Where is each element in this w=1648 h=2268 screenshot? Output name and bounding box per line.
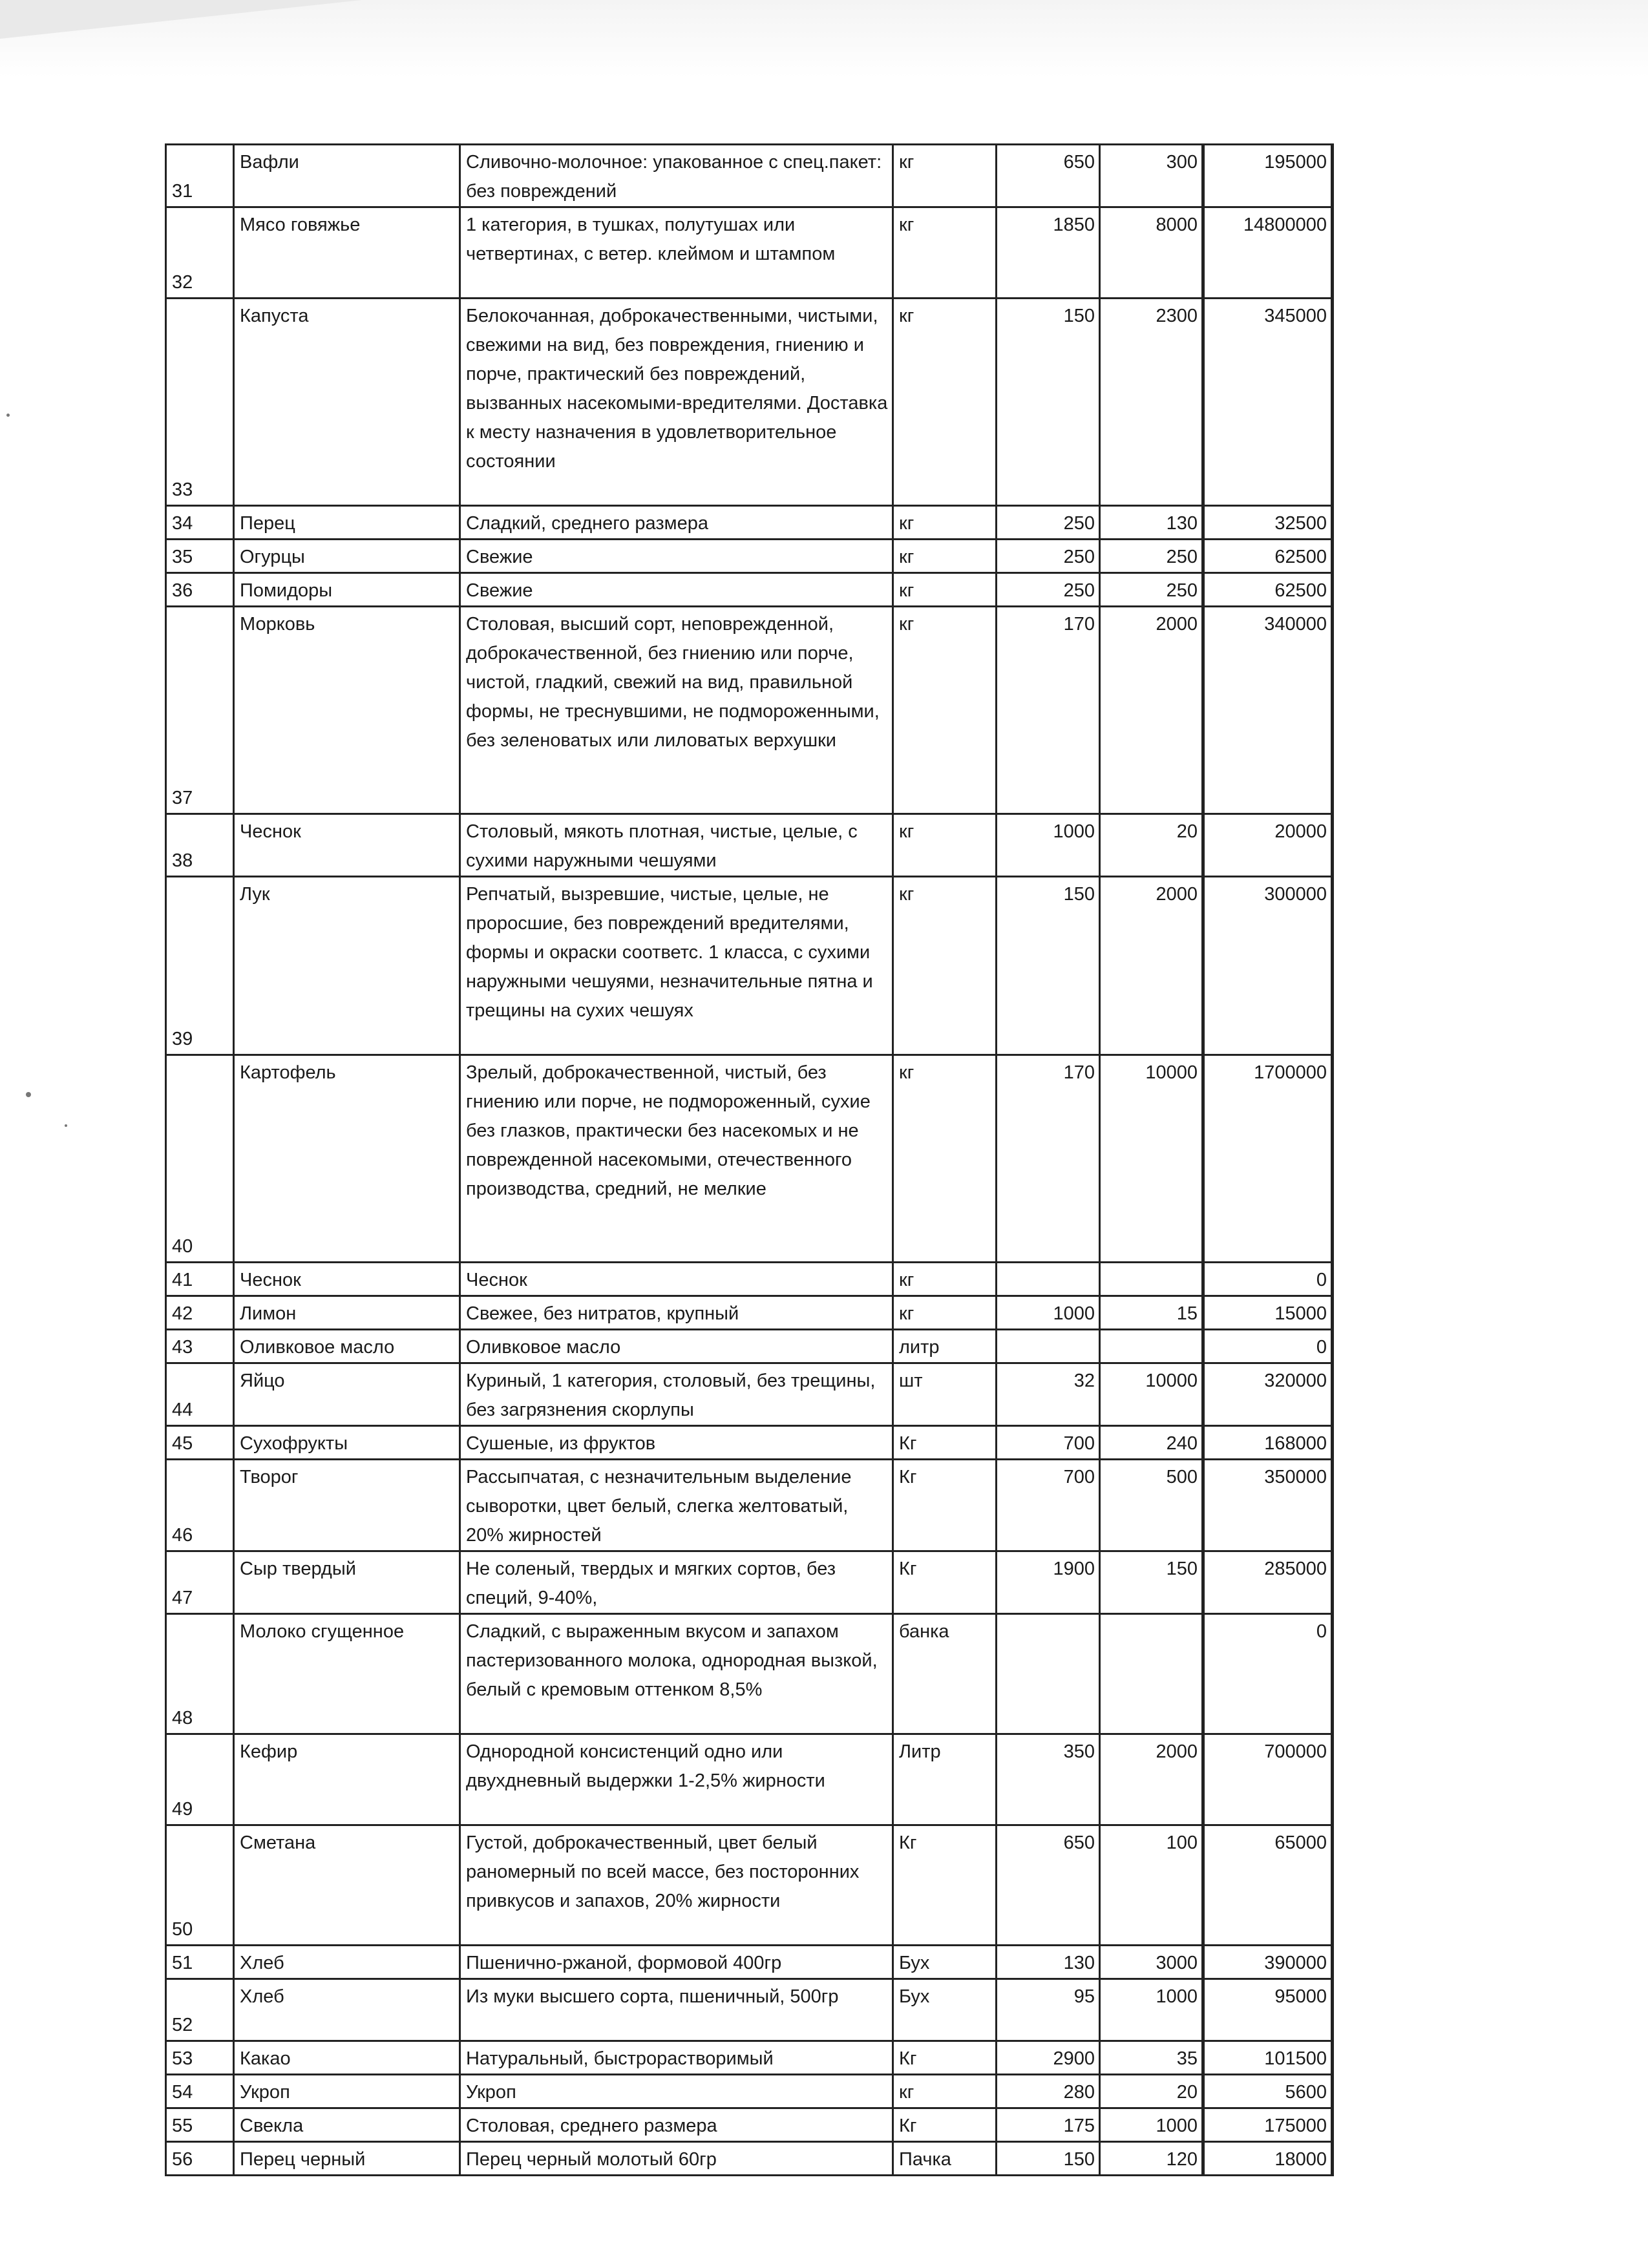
table-row — [166, 2142, 1333, 2176]
product-description: Натуральный, быстрорастворимый — [460, 2041, 893, 2075]
product-name: Помидоры — [234, 573, 460, 607]
product-description: Репчатый, вызревшие, чистые, целые, не проросшие, без повреждений вредителями, формы и окраски соответс. 1 класса, с сухими наружными чешуями, незначительные пятна и трещины на сухих чешуях — [460, 877, 893, 1055]
table-row — [166, 1296, 1333, 1330]
unit-of-measure: кг — [893, 540, 997, 573]
unit-of-measure: кг — [893, 299, 997, 506]
unit-price: 350 — [997, 1734, 1100, 1825]
product-description: Чеснок — [460, 1263, 893, 1296]
quantity: 10000 — [1100, 1055, 1203, 1263]
quantity: 250 — [1100, 573, 1203, 607]
total-sum: 195000 — [1203, 145, 1333, 207]
product-name: Какао — [234, 2041, 460, 2075]
product-description: Укроп — [460, 2075, 893, 2108]
product-name: Морковь — [234, 607, 460, 814]
total-sum: 62500 — [1203, 573, 1333, 607]
product-name: Хлеб — [234, 1979, 460, 2041]
table-row — [166, 1946, 1333, 1979]
row-number: 49 — [166, 1734, 234, 1825]
row-number: 43 — [166, 1330, 234, 1363]
product-name: Мясо говяжье — [234, 207, 460, 299]
row-number: 46 — [166, 1460, 234, 1551]
row-number: 35 — [166, 540, 234, 573]
product-description: Сливочно-молочное: упакованное с спец.пакет: без повреждений — [460, 145, 893, 207]
product-name: Огурцы — [234, 540, 460, 573]
unit-of-measure: Пачка — [893, 2142, 997, 2176]
total-sum: 15000 — [1203, 1296, 1333, 1330]
product-description: Густой, доброкачественный, цвет белый раномерный по всей массе, без посторонних привкусов и запахов, 20% жирности — [460, 1825, 893, 1946]
total-sum: 320000 — [1203, 1363, 1333, 1426]
total-sum: 101500 — [1203, 2041, 1333, 2075]
product-description: Свежие — [460, 540, 893, 573]
product-description: Перец черный молотый 60гр — [460, 2142, 893, 2176]
total-sum: 20000 — [1203, 814, 1333, 877]
row-number: 53 — [166, 2041, 234, 2075]
quantity: 35 — [1100, 2041, 1203, 2075]
unit-of-measure: банка — [893, 1614, 997, 1734]
table-row — [166, 1460, 1333, 1551]
unit-price: 130 — [997, 1946, 1100, 1979]
unit-of-measure: Кг — [893, 2108, 997, 2142]
unit-price: 95 — [997, 1979, 1100, 2041]
product-description: Столовый, мякоть плотная, чистые, целые, с сухими наружными чешуями — [460, 814, 893, 877]
unit-price: 250 — [997, 573, 1100, 607]
unit-price: 250 — [997, 540, 1100, 573]
total-sum: 350000 — [1203, 1460, 1333, 1551]
quantity: 130 — [1100, 506, 1203, 540]
product-description: Однородной консистенций одно или двухдневный выдержки 1-2,5% жирности — [460, 1734, 893, 1825]
unit-price — [997, 1614, 1100, 1734]
row-number: 36 — [166, 573, 234, 607]
unit-of-measure: кг — [893, 814, 997, 877]
product-name: Перец — [234, 506, 460, 540]
product-description: Оливковое масло — [460, 1330, 893, 1363]
product-description: Свежее, без нитратов, крупный — [460, 1296, 893, 1330]
scan-speck — [6, 414, 10, 417]
quantity: 2300 — [1100, 299, 1203, 506]
table-row — [166, 607, 1333, 814]
row-number: 55 — [166, 2108, 234, 2142]
quantity: 2000 — [1100, 607, 1203, 814]
product-description: Зрелый, доброкачественной, чистый, без гниению или порче, не подмороженный, сухие без глазков, практически без насекомых и не поврежденной насекомыми, отечественного производства, средний, не мелкие — [460, 1055, 893, 1263]
quantity: 15 — [1100, 1296, 1203, 1330]
row-number: 37 — [166, 607, 234, 814]
product-name: Укроп — [234, 2075, 460, 2108]
unit-of-measure: Кг — [893, 1825, 997, 1946]
product-name: Лук — [234, 877, 460, 1055]
unit-of-measure: кг — [893, 2075, 997, 2108]
product-name: Вафли — [234, 145, 460, 207]
unit-of-measure: кг — [893, 573, 997, 607]
unit-of-measure: кг — [893, 145, 997, 207]
unit-price: 170 — [997, 607, 1100, 814]
total-sum: 14800000 — [1203, 207, 1333, 299]
row-number: 51 — [166, 1946, 234, 1979]
product-name: Яйцо — [234, 1363, 460, 1426]
unit-price: 650 — [997, 145, 1100, 207]
row-number: 39 — [166, 877, 234, 1055]
row-number: 40 — [166, 1055, 234, 1263]
scan-speck — [26, 1092, 31, 1097]
unit-of-measure: Кг — [893, 2041, 997, 2075]
product-name: Чеснок — [234, 1263, 460, 1296]
row-number: 47 — [166, 1551, 234, 1614]
unit-of-measure: Литр — [893, 1734, 997, 1825]
unit-of-measure: Бух — [893, 1946, 997, 1979]
unit-price: 250 — [997, 506, 1100, 540]
table-row — [166, 540, 1333, 573]
total-sum: 95000 — [1203, 1979, 1333, 2041]
unit-of-measure: кг — [893, 506, 997, 540]
table-row — [166, 1263, 1333, 1296]
product-description: Рассыпчатая, с незначительным выделение сыворотки, цвет белый, слегка желтоватый, 20% жирностей — [460, 1460, 893, 1551]
product-description: Столовая, высший сорт, неповрежденной, доброкачественной, без гниению или порче, чистой, гладкий, свежий на вид, правильной формы, не треснувшими, не подмороженными, без зеленоватых или лиловатых верхушки — [460, 607, 893, 814]
total-sum: 285000 — [1203, 1551, 1333, 1614]
row-number: 34 — [166, 506, 234, 540]
product-name: Оливковое масло — [234, 1330, 460, 1363]
quantity: 20 — [1100, 814, 1203, 877]
unit-of-measure: литр — [893, 1330, 997, 1363]
unit-of-measure: Кг — [893, 1426, 997, 1460]
goods-table-body — [166, 145, 1333, 2176]
unit-of-measure: кг — [893, 607, 997, 814]
total-sum: 62500 — [1203, 540, 1333, 573]
product-description: Свежие — [460, 573, 893, 607]
row-number: 52 — [166, 1979, 234, 2041]
unit-price: 2900 — [997, 2041, 1100, 2075]
total-sum: 345000 — [1203, 299, 1333, 506]
quantity: 1000 — [1100, 2108, 1203, 2142]
unit-price: 700 — [997, 1460, 1100, 1551]
product-name: Перец черный — [234, 2142, 460, 2176]
unit-of-measure: кг — [893, 1055, 997, 1263]
quantity: 500 — [1100, 1460, 1203, 1551]
scan-speck — [65, 1124, 67, 1127]
row-number: 54 — [166, 2075, 234, 2108]
row-number: 33 — [166, 299, 234, 506]
total-sum: 390000 — [1203, 1946, 1333, 1979]
total-sum: 18000 — [1203, 2142, 1333, 2176]
unit-price: 1000 — [997, 814, 1100, 877]
table-row — [166, 2075, 1333, 2108]
table-row — [166, 1734, 1333, 1825]
quantity: 240 — [1100, 1426, 1203, 1460]
table-row — [166, 1551, 1333, 1614]
unit-price: 175 — [997, 2108, 1100, 2142]
quantity: 10000 — [1100, 1363, 1203, 1426]
product-description: Из муки высшего сорта, пшеничный, 500гр — [460, 1979, 893, 2041]
total-sum: 168000 — [1203, 1426, 1333, 1460]
quantity: 2000 — [1100, 1734, 1203, 1825]
product-name: Картофель — [234, 1055, 460, 1263]
quantity: 2000 — [1100, 877, 1203, 1055]
row-number: 32 — [166, 207, 234, 299]
quantity — [1100, 1263, 1203, 1296]
unit-price: 700 — [997, 1426, 1100, 1460]
table-row — [166, 814, 1333, 877]
unit-of-measure: кг — [893, 1296, 997, 1330]
quantity: 250 — [1100, 540, 1203, 573]
unit-price: 1000 — [997, 1296, 1100, 1330]
product-name: Свекла — [234, 2108, 460, 2142]
table-row — [166, 506, 1333, 540]
product-description: Столовая, среднего размера — [460, 2108, 893, 2142]
product-name: Чеснок — [234, 814, 460, 877]
total-sum: 1700000 — [1203, 1055, 1333, 1263]
table-row — [166, 1363, 1333, 1426]
unit-price: 32 — [997, 1363, 1100, 1426]
product-name: Хлеб — [234, 1946, 460, 1979]
row-number: 31 — [166, 145, 234, 207]
unit-price: 280 — [997, 2075, 1100, 2108]
product-name: Лимон — [234, 1296, 460, 1330]
table-row — [166, 1979, 1333, 2041]
row-number: 38 — [166, 814, 234, 877]
product-description: Сладкий, среднего размера — [460, 506, 893, 540]
unit-price — [997, 1263, 1100, 1296]
total-sum: 0 — [1203, 1614, 1333, 1734]
product-description: Куриный, 1 категория, столовый, без трещины, без загрязнения скорлупы — [460, 1363, 893, 1426]
unit-price: 170 — [997, 1055, 1100, 1263]
product-name: Сыр твердый — [234, 1551, 460, 1614]
quantity — [1100, 1614, 1203, 1734]
table-row — [166, 1330, 1333, 1363]
unit-of-measure: шт — [893, 1363, 997, 1426]
quantity: 8000 — [1100, 207, 1203, 299]
table-row — [166, 573, 1333, 607]
row-number: 56 — [166, 2142, 234, 2176]
unit-price: 1900 — [997, 1551, 1100, 1614]
row-number: 42 — [166, 1296, 234, 1330]
total-sum: 65000 — [1203, 1825, 1333, 1946]
total-sum: 0 — [1203, 1263, 1333, 1296]
table-row — [166, 2108, 1333, 2142]
product-name: Сметана — [234, 1825, 460, 1946]
table-row — [166, 1825, 1333, 1946]
table-row — [166, 2041, 1333, 2075]
quantity — [1100, 1330, 1203, 1363]
unit-price: 150 — [997, 877, 1100, 1055]
row-number: 45 — [166, 1426, 234, 1460]
unit-of-measure: Кг — [893, 1551, 997, 1614]
total-sum: 300000 — [1203, 877, 1333, 1055]
product-description: Сладкий, с выраженным вкусом и запахом пастеризованного молока, однородная вызкой, белый с кремовым оттенком 8,5% — [460, 1614, 893, 1734]
row-number: 44 — [166, 1363, 234, 1426]
total-sum: 32500 — [1203, 506, 1333, 540]
total-sum: 175000 — [1203, 2108, 1333, 2142]
row-number: 41 — [166, 1263, 234, 1296]
row-number: 48 — [166, 1614, 234, 1734]
unit-of-measure: кг — [893, 207, 997, 299]
quantity: 3000 — [1100, 1946, 1203, 1979]
table-row — [166, 207, 1333, 299]
table-row — [166, 877, 1333, 1055]
product-description: Сушеные, из фруктов — [460, 1426, 893, 1460]
unit-of-measure: кг — [893, 1263, 997, 1296]
product-name: Сухофрукты — [234, 1426, 460, 1460]
product-description: 1 категория, в тушках, полутушах или четвертинах, с ветер. клеймом и штампом — [460, 207, 893, 299]
quantity: 20 — [1100, 2075, 1203, 2108]
total-sum: 700000 — [1203, 1734, 1333, 1825]
table-row — [166, 1055, 1333, 1263]
unit-price: 150 — [997, 299, 1100, 506]
quantity: 100 — [1100, 1825, 1203, 1946]
product-description: Пшенично-ржаной, формовой 400гр — [460, 1946, 893, 1979]
unit-price: 150 — [997, 2142, 1100, 2176]
quantity: 150 — [1100, 1551, 1203, 1614]
product-name: Молоко сгущенное — [234, 1614, 460, 1734]
product-name: Кефир — [234, 1734, 460, 1825]
product-description: Не соленый, твердых и мягких сортов, без специй, 9-40%, — [460, 1551, 893, 1614]
unit-price: 1850 — [997, 207, 1100, 299]
scan-corner-fold — [0, 0, 362, 39]
total-sum: 5600 — [1203, 2075, 1333, 2108]
unit-of-measure: Кг — [893, 1460, 997, 1551]
unit-price: 650 — [997, 1825, 1100, 1946]
total-sum: 0 — [1203, 1330, 1333, 1363]
unit-of-measure: Бух — [893, 1979, 997, 2041]
table-row — [166, 145, 1333, 207]
quantity: 1000 — [1100, 1979, 1203, 2041]
table-row — [166, 299, 1333, 506]
goods-table — [165, 143, 1334, 2176]
product-name: Капуста — [234, 299, 460, 506]
unit-price — [997, 1330, 1100, 1363]
quantity: 300 — [1100, 145, 1203, 207]
unit-of-measure: кг — [893, 877, 997, 1055]
quantity: 120 — [1100, 2142, 1203, 2176]
table-row — [166, 1426, 1333, 1460]
table-row — [166, 1614, 1333, 1734]
product-name: Творог — [234, 1460, 460, 1551]
total-sum: 340000 — [1203, 607, 1333, 814]
product-description: Белокочанная, доброкачественными, чистыми, свежими на вид, без повреждения, гниению и порче, практический без повреждений, вызванных насекомыми-вредителями. Доставка к месту назначения в удовлетворительное состоянии — [460, 299, 893, 506]
row-number: 50 — [166, 1825, 234, 1946]
